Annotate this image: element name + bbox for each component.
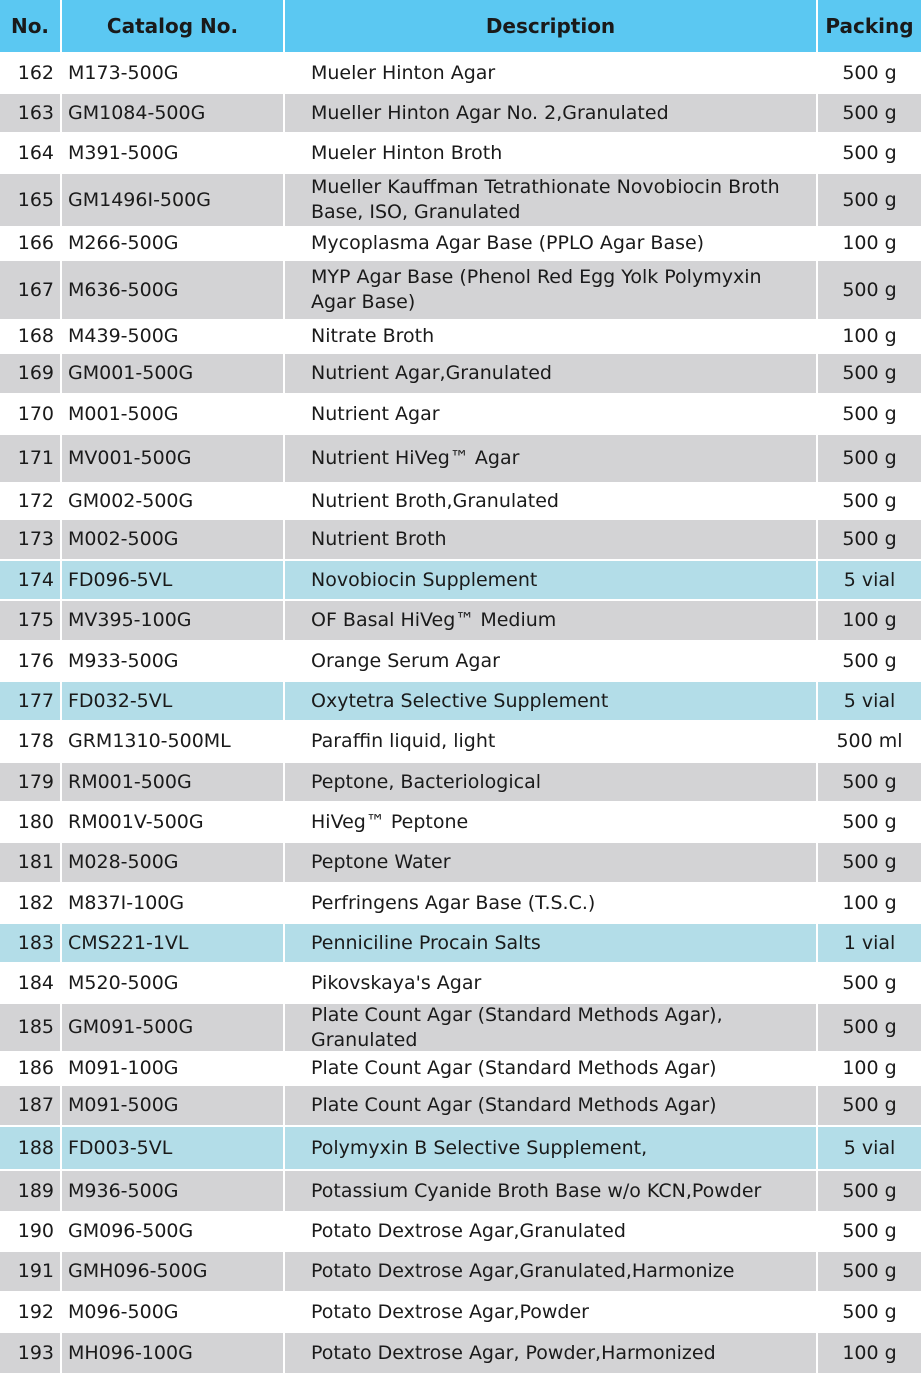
row-no: 176 [0,642,62,682]
row-no: 167 [0,261,62,321]
row-description: Perfringens Agar Base (T.S.C.) [285,884,818,924]
row-description: Potato Dextrose Agar, Powder,Harmonized [285,1333,818,1375]
row-catalog-no: RM001-500G [62,763,285,803]
row-packing: 100 g [818,1053,921,1086]
row-description: Plate Count Agar (Standard Methods Agar) [285,1086,818,1127]
row-description: Peptone, Bacteriological [285,763,818,803]
row-description: Mycoplasma Agar Base (PPLO Agar Base) [285,228,818,261]
row-no: 187 [0,1086,62,1127]
row-packing: 500 g [818,395,921,435]
row-catalog-no: GM096-500G [62,1213,285,1252]
row-catalog-no: M391-500G [62,134,285,174]
row-catalog-no: M096-500G [62,1293,285,1333]
row-no: 169 [0,354,62,395]
row-packing: 500 g [818,174,921,228]
row-no: 192 [0,1293,62,1333]
header-no: No. [0,0,62,54]
row-no: 168 [0,321,62,354]
row-no: 162 [0,54,62,94]
row-packing: 1 vial [818,924,921,964]
row-catalog-no: GRM1310-500ML [62,722,285,763]
row-no: 175 [0,601,62,642]
row-packing: 100 g [818,321,921,354]
row-packing: 500 g [818,763,921,803]
row-description: MYP Agar Base (Phenol Red Egg Yolk Polymyxin Agar Base) [285,261,818,321]
row-catalog-no: GM002-500G [62,484,285,520]
header-catalog-no: Catalog No. [62,0,285,54]
row-no: 171 [0,435,62,484]
row-packing: 500 g [818,94,921,134]
row-no: 173 [0,520,62,561]
row-catalog-no: GMH096-500G [62,1252,285,1293]
row-packing: 500 g [818,1252,921,1293]
row-packing: 100 g [818,601,921,642]
row-catalog-no: GM1084-500G [62,94,285,134]
row-catalog-no: M266-500G [62,228,285,261]
row-catalog-no: M933-500G [62,642,285,682]
row-packing: 500 g [818,1086,921,1127]
row-catalog-no: GM001-500G [62,354,285,395]
row-no: 185 [0,1004,62,1053]
row-no: 186 [0,1053,62,1086]
row-packing: 500 g [818,54,921,94]
row-catalog-no: M837I-100G [62,884,285,924]
row-packing: 500 g [818,435,921,484]
row-description: Potato Dextrose Agar,Granulated [285,1213,818,1252]
row-no: 180 [0,803,62,843]
row-description: Potassium Cyanide Broth Base w/o KCN,Powder [285,1171,818,1213]
row-description: Penniciline Procain Salts [285,924,818,964]
row-no: 177 [0,682,62,722]
row-no: 178 [0,722,62,763]
row-catalog-no: FD032-5VL [62,682,285,722]
row-catalog-no: MV395-100G [62,601,285,642]
row-packing: 500 ml [818,722,921,763]
row-catalog-no: M520-500G [62,964,285,1004]
row-no: 193 [0,1333,62,1375]
row-no: 170 [0,395,62,435]
row-description: Potato Dextrose Agar,Powder [285,1293,818,1333]
row-no: 179 [0,763,62,803]
row-description: Polymyxin B Selective Supplement, [285,1127,818,1171]
row-no: 182 [0,884,62,924]
row-packing: 500 g [818,803,921,843]
row-catalog-no: MH096-100G [62,1333,285,1375]
row-description: OF Basal HiVeg™ Medium [285,601,818,642]
header-packing: Packing [818,0,921,54]
row-description: Oxytetra Selective Supplement [285,682,818,722]
row-description: Mueller Hinton Agar No. 2,Granulated [285,94,818,134]
row-packing: 500 g [818,484,921,520]
row-catalog-no: FD003-5VL [62,1127,285,1171]
row-no: 184 [0,964,62,1004]
row-description: Novobiocin Supplement [285,561,818,601]
row-catalog-no: RM001V-500G [62,803,285,843]
row-no: 188 [0,1127,62,1171]
row-catalog-no: FD096-5VL [62,561,285,601]
row-catalog-no: GM091-500G [62,1004,285,1053]
row-packing: 500 g [818,642,921,682]
row-catalog-no: M936-500G [62,1171,285,1213]
row-description: Nutrient HiVeg™ Agar [285,435,818,484]
row-catalog-no: M636-500G [62,261,285,321]
row-no: 163 [0,94,62,134]
row-packing: 500 g [818,1004,921,1053]
row-no: 172 [0,484,62,520]
row-no: 183 [0,924,62,964]
row-no: 189 [0,1171,62,1213]
row-description: Potato Dextrose Agar,Granulated,Harmonize [285,1252,818,1293]
row-packing: 500 g [818,1171,921,1213]
row-catalog-no: M001-500G [62,395,285,435]
row-description: Orange Serum Agar [285,642,818,682]
row-packing: 5 vial [818,561,921,601]
header-description: Description [285,0,818,54]
row-description: Pikovskaya's Agar [285,964,818,1004]
row-description: Plate Count Agar (Standard Methods Agar) [285,1053,818,1086]
row-catalog-no: MV001-500G [62,435,285,484]
row-no: 174 [0,561,62,601]
row-no: 191 [0,1252,62,1293]
row-no: 181 [0,843,62,884]
row-packing: 500 g [818,964,921,1004]
row-description: Nitrate Broth [285,321,818,354]
row-description: Nutrient Agar,Granulated [285,354,818,395]
row-no: 190 [0,1213,62,1252]
row-packing: 100 g [818,228,921,261]
row-catalog-no: M091-100G [62,1053,285,1086]
row-catalog-no: M439-500G [62,321,285,354]
row-packing: 500 g [818,134,921,174]
row-packing: 500 g [818,1293,921,1333]
row-packing: 500 g [818,1213,921,1252]
row-description: Nutrient Agar [285,395,818,435]
row-no: 165 [0,174,62,228]
row-description: Mueler Hinton Broth [285,134,818,174]
row-catalog-no: M173-500G [62,54,285,94]
row-packing: 500 g [818,354,921,395]
row-no: 166 [0,228,62,261]
row-packing: 500 g [818,843,921,884]
row-catalog-no: CMS221-1VL [62,924,285,964]
row-packing: 100 g [818,884,921,924]
row-description: Mueler Hinton Agar [285,54,818,94]
row-description: HiVeg™ Peptone [285,803,818,843]
row-description: Nutrient Broth,Granulated [285,484,818,520]
row-packing: 5 vial [818,1127,921,1171]
row-catalog-no: M028-500G [62,843,285,884]
row-catalog-no: M091-500G [62,1086,285,1127]
row-catalog-no: M002-500G [62,520,285,561]
row-packing: 500 g [818,520,921,561]
row-packing: 5 vial [818,682,921,722]
row-catalog-no: GM1496I-500G [62,174,285,228]
row-description: Nutrient Broth [285,520,818,561]
row-packing: 500 g [818,261,921,321]
row-description: Peptone Water [285,843,818,884]
row-description: Plate Count Agar (Standard Methods Agar), Granulated [285,1004,818,1053]
row-packing: 100 g [818,1333,921,1375]
row-description: Mueller Kauffman Tetrathionate Novobiocin Broth Base, ISO, Granulated [285,174,818,228]
row-no: 164 [0,134,62,174]
row-description: Paraffin liquid, light [285,722,818,763]
